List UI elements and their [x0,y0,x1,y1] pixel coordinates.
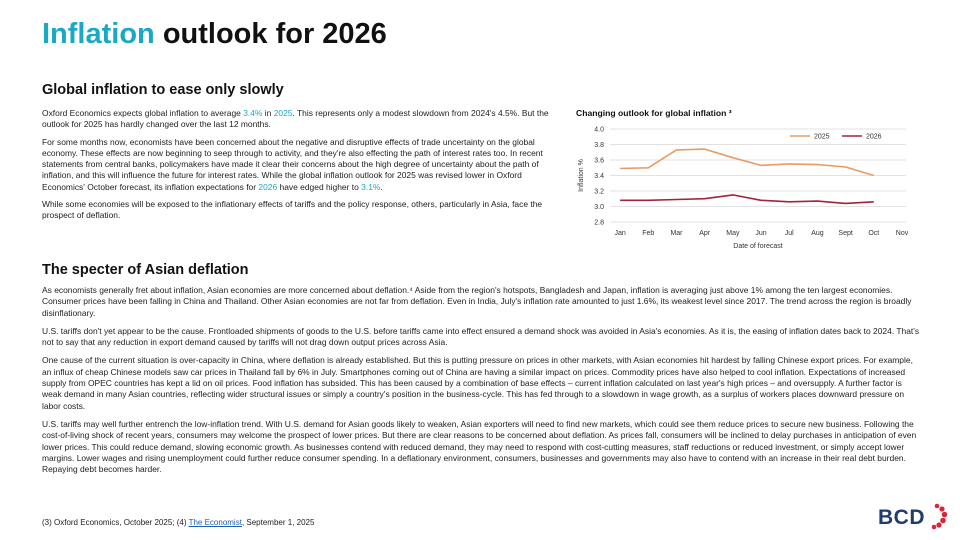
y-tick-label: 2.8 [594,219,604,227]
paragraph: U.S. tariffs don't yet appear to be the cause. Frontloaded shipments of goods to the U.S. before tariffs came into effect ensured a demand shock was avoided in Asia's economies. As it is, the easing of inflation dates back to 2024. That's not to say that any reduction in export demand caused by tariffs will not drag down output prices across Asia. [42,325,920,348]
paragraph: Oxford Economics expects global inflation to average 3.4% in 2025. This represents only a modest slowdown from 2024's 4.5%. But the outlook for 2025 has hardly changed over the last 12 months. [42,108,549,130]
x-tick-label: Oct [868,230,880,237]
footnote: (3) Oxford Economics, October 2025; (4) The Economist, September 1, 2025 [42,518,315,527]
y-tick-label: 4.0 [594,126,604,134]
y-axis-label: Inflation % [578,159,585,192]
paragraph: For some months now, economists have been concerned about the negative and disruptive effects of trade uncertainty on the global economy. These effects are now beginning to seep through to activity, and they're also effecting the path of interest rates too. In recent statements from central banks, policymakers have made it clear their concerns about the high degree of uncertainty about the path of inflation, and this will influence the future for interest rates. While the global inflation outlook for 2025 was revised lower in Oxford Economics' October forecast, its inflation expectations for 2026 have edged higher to 3.1%. [42,136,543,192]
section-heading-global-inflation: Global inflation to ease only slowly [42,82,284,98]
series-line-2026 [620,195,874,204]
highlight-value: 3.1% [361,181,381,192]
series-line-2025 [620,149,874,175]
section-heading-asian-deflation: The specter of Asian deflation [42,262,249,278]
page-title-rest: outlook for 2026 [154,18,387,50]
x-tick-label: May [726,230,740,237]
x-tick-label: Jul [784,230,794,237]
inflation-line-chart [572,120,917,255]
y-tick-label: 3.2 [594,188,604,196]
chart-title: Changing outlook for global inflation ³ [576,108,732,118]
global-inflation-text [42,108,557,228]
y-tick-label: 3.0 [594,204,604,212]
x-tick-label: Jun [755,230,767,237]
paragraph: While some economies will be exposed to the inflationary effects of tariffs and the policy response, others, particularly in Asia, face the prospect of deflation. [42,199,543,221]
y-tick-label: 3.8 [594,142,604,150]
x-tick-label: Mar [670,230,683,237]
highlight-value: 2025 [273,108,293,118]
paragraph: As economists generally fret about inflation, Asian economies are more concerned about deflation.⁴ Aside from the region's hotspots, Bangladesh and Japan, inflation is averaging just above 1% among the ten largest economies. Consumer prices have been falling in China and Thailand. Other Asian economies are not far from deflation. Even in India, July's inflation rate amounted to just 1.6%, its weakest level since 2017. The trend across the region is broadly disinflationary. [42,285,912,318]
x-tick-label: Sept [838,230,853,237]
x-tick-label: Jan [614,230,626,237]
page-title-accent: Inflation [42,18,155,50]
bcd-logo [878,500,948,534]
x-tick-label: Nov [895,230,909,237]
x-tick-label: Aug [811,230,824,237]
paragraph: U.S. tariffs may well further entrench the low-inflation trend. With U.S. demand for Asian goods likely to weaken, Asian exporters will need to find new markets, which could see them reduce prices to secure new business. Following the cost-of-living shock of recent years, consumers may welcome the prospect of lower prices. But there are clear reasons to be concerned about deflation. As prices fall, consumers will be inclined to delay purchases in anticipation of even lower prices. This could reduce demand, slowing economic growth. As businesses contend with reduced demand, they may need to respond with cost-cutting measures, staff reductions or reduced investment, or simply accept lower margins. Lower wages and rising unemployment could further reduce consumer spending. In a deflationary environment, consumers, businesses and governments may also have to contend with an increase in their real debt burden. Repaying debt becomes harder. [42,418,917,475]
y-tick-label: 3.4 [594,173,604,181]
legend-label-2026: 2026 [866,133,882,141]
x-tick-label: Apr [699,230,711,237]
paragraph: One cause of the current situation is over-capacity in China, where deflation is already established. But this is putting pressure on prices in other markets, with Asian economies hit hardest by falling Chinese export prices. For example, an influx of cheap Chinese models saw car prices in Thailand fall by 6% in July. Smartphones coming out of China are having a similar impact on prices. Commodity prices have also helped to cool inflation. Expectations of increased supply from OPEC countries has kept a lid on oil prices. Food inflation has subsided. This has been caused by a combination of base effects – current inflation calculated on last year's high prices – and oversupply. A further factor is weak demand in many Asian countries, reflecting wider structural issues or simply a country's position in the business-cycle. This has fed through to a slowdown in wage growth, as a surplus of workers places downward pressure on labor costs. [42,355,913,411]
x-tick-label: Feb [642,230,655,237]
asian-deflation-text [42,285,922,482]
page-title [42,18,387,51]
logo-dots-icon [928,500,948,534]
highlight-value: 2026 [258,181,278,192]
x-axis-label: Date of forecast [733,243,783,250]
legend-label-2025: 2025 [814,133,830,141]
y-tick-label: 3.6 [594,157,604,165]
economist-link[interactable]: The Economist [188,518,242,527]
highlight-value: 3.4% [243,108,263,118]
logo-text: BCD [878,506,925,529]
